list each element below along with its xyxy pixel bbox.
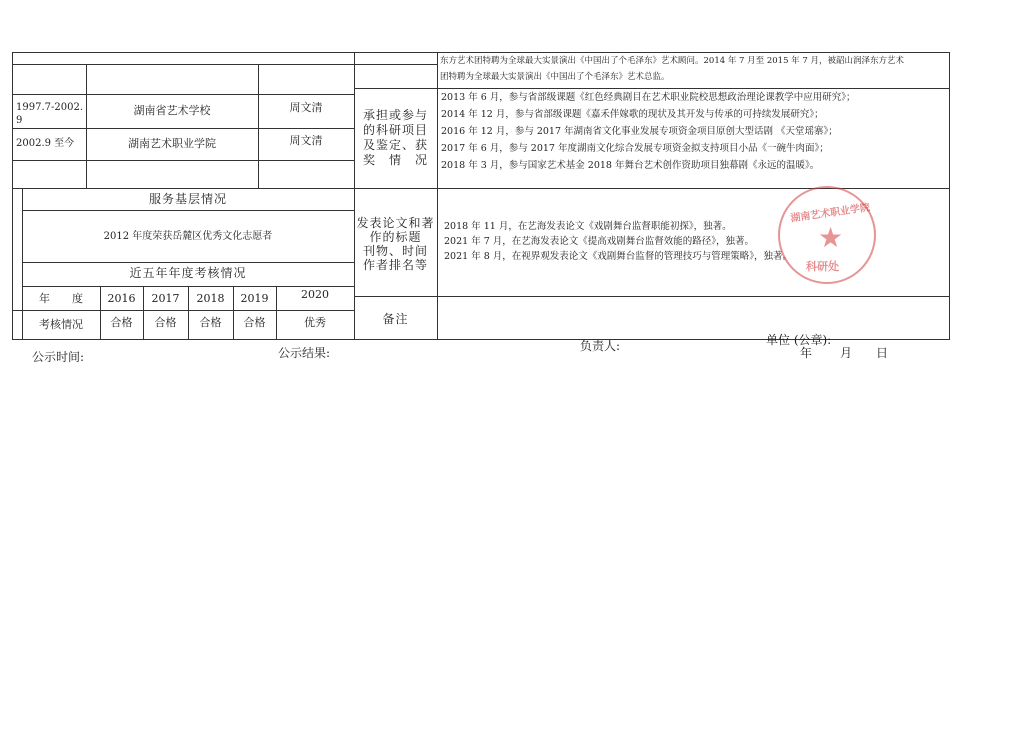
result-cell: 合格 [243, 316, 266, 329]
paper-item: 2018 年 11 月，在艺海发表论文《戏剧舞台监督职能初探》，独著。 [444, 221, 732, 232]
seal-star-icon: ★ [818, 221, 844, 254]
table-line [12, 128, 354, 129]
table-line [22, 262, 354, 263]
seal-text: 湖南艺术职业学院 [789, 202, 871, 225]
table-line [12, 64, 437, 65]
research-label: 承担或参与 [362, 108, 428, 122]
service-content: 2012 年度荣获岳麓区优秀文化志愿者 [103, 231, 273, 242]
top-text-line: 团特聘为全球最大实景演出《中国出了个毛泽东》艺术总监。 [440, 72, 670, 82]
table-line [86, 64, 87, 188]
year-cell: 2018 [196, 292, 225, 305]
remarks-label: 备注 [382, 312, 409, 326]
date-year: 年 [800, 346, 813, 360]
date-day: 日 [876, 346, 889, 360]
research-item: 2018 年 3 月，参与国家艺术基金 2018 年舞台艺术创作资助项目独幕剧《永远的温暖》。 [441, 160, 820, 171]
result-cell: 合格 [154, 316, 177, 329]
table-line [22, 286, 354, 287]
year-cell: 2016 [107, 292, 136, 305]
person-cell: 周文清 [289, 134, 323, 147]
papers-label: 作者排名等 [362, 258, 428, 272]
result-label: 考核情况 [39, 318, 83, 331]
result-cell: 合格 [199, 316, 222, 329]
result-cell: 优秀 [304, 316, 326, 329]
table-line [12, 94, 354, 95]
period-cell: 2002.9 至今 [16, 138, 75, 149]
table-line [258, 64, 259, 188]
papers-label: 作的标题 [369, 230, 422, 244]
table-line [12, 310, 354, 311]
publicity-time: 公示时间: [32, 350, 85, 364]
year-cell: 2019 [240, 292, 269, 305]
school-cell: 湖南艺术职业学院 [128, 137, 216, 150]
person-cell: 周文清 [289, 101, 323, 114]
table-line [354, 296, 950, 297]
table-line [12, 160, 354, 161]
publicity-result: 公示结果: [278, 346, 331, 360]
year-cell: 2017 [151, 292, 180, 305]
papers-label: 刊物、时间 [362, 244, 428, 258]
unit-seal: 单位 (公章): [766, 333, 832, 347]
research-item: 2013 年 6 月，参与省部级课题《红色经典剧目在艺术职业院校思想政治理论课教学中应用研究》； [441, 92, 856, 103]
paper-item: 2021 年 8 月，在视界观发表论文《戏剧舞台监督的管理技巧与管理策略》，独著。 [444, 251, 793, 262]
top-text-line: 东方艺术团特聘为全球最大实景演出《中国出了个毛泽东》艺术顾问。2014 年 7 月至 2015 年 7 月，被韶山润泽东方艺术 [440, 56, 904, 66]
table-line [22, 210, 354, 211]
paper-item: 2021 年 7 月，在艺海发表论文《提高戏剧舞台监督效能的路径》，独著。 [444, 236, 755, 247]
year-cell: 2020 [301, 288, 329, 301]
annual-header: 近五年年度考核情况 [129, 266, 247, 280]
research-item: 2016 年 12 月，参与 2017 年湖南省文化事业发展专项资金项目原创大型话剧 《天堂瑶寨》； [441, 126, 838, 137]
school-cell: 湖南省艺术学校 [133, 104, 211, 117]
research-label: 奖 情 况 [362, 153, 428, 167]
year-label: 年 度 [39, 292, 83, 305]
period-cell: 1997.7-2002. [16, 102, 83, 113]
service-header: 服务基层情况 [148, 192, 227, 206]
papers-label: 发表论文和著 [356, 216, 435, 230]
period-cell: 9 [16, 115, 23, 126]
research-item: 2017 年 6 月，参与 2017 年度湖南文化综合发展专项资金拟支持项目小品《一碗牛肉面》； [441, 143, 829, 154]
date-month: 月 [840, 346, 853, 360]
result-cell: 合格 [110, 316, 133, 329]
table-line [354, 88, 950, 89]
seal-text: 科研处 [806, 260, 839, 273]
research-label: 及鉴定、获 [362, 138, 428, 152]
research-item: 2014 年 12 月，参与省部级课题《嘉禾伴嫁歌的现状及其开发与传承的可持续发展研究》； [441, 109, 824, 120]
responsible-person: 负责人: [580, 339, 621, 353]
research-label: 的科研项目 [362, 123, 428, 137]
